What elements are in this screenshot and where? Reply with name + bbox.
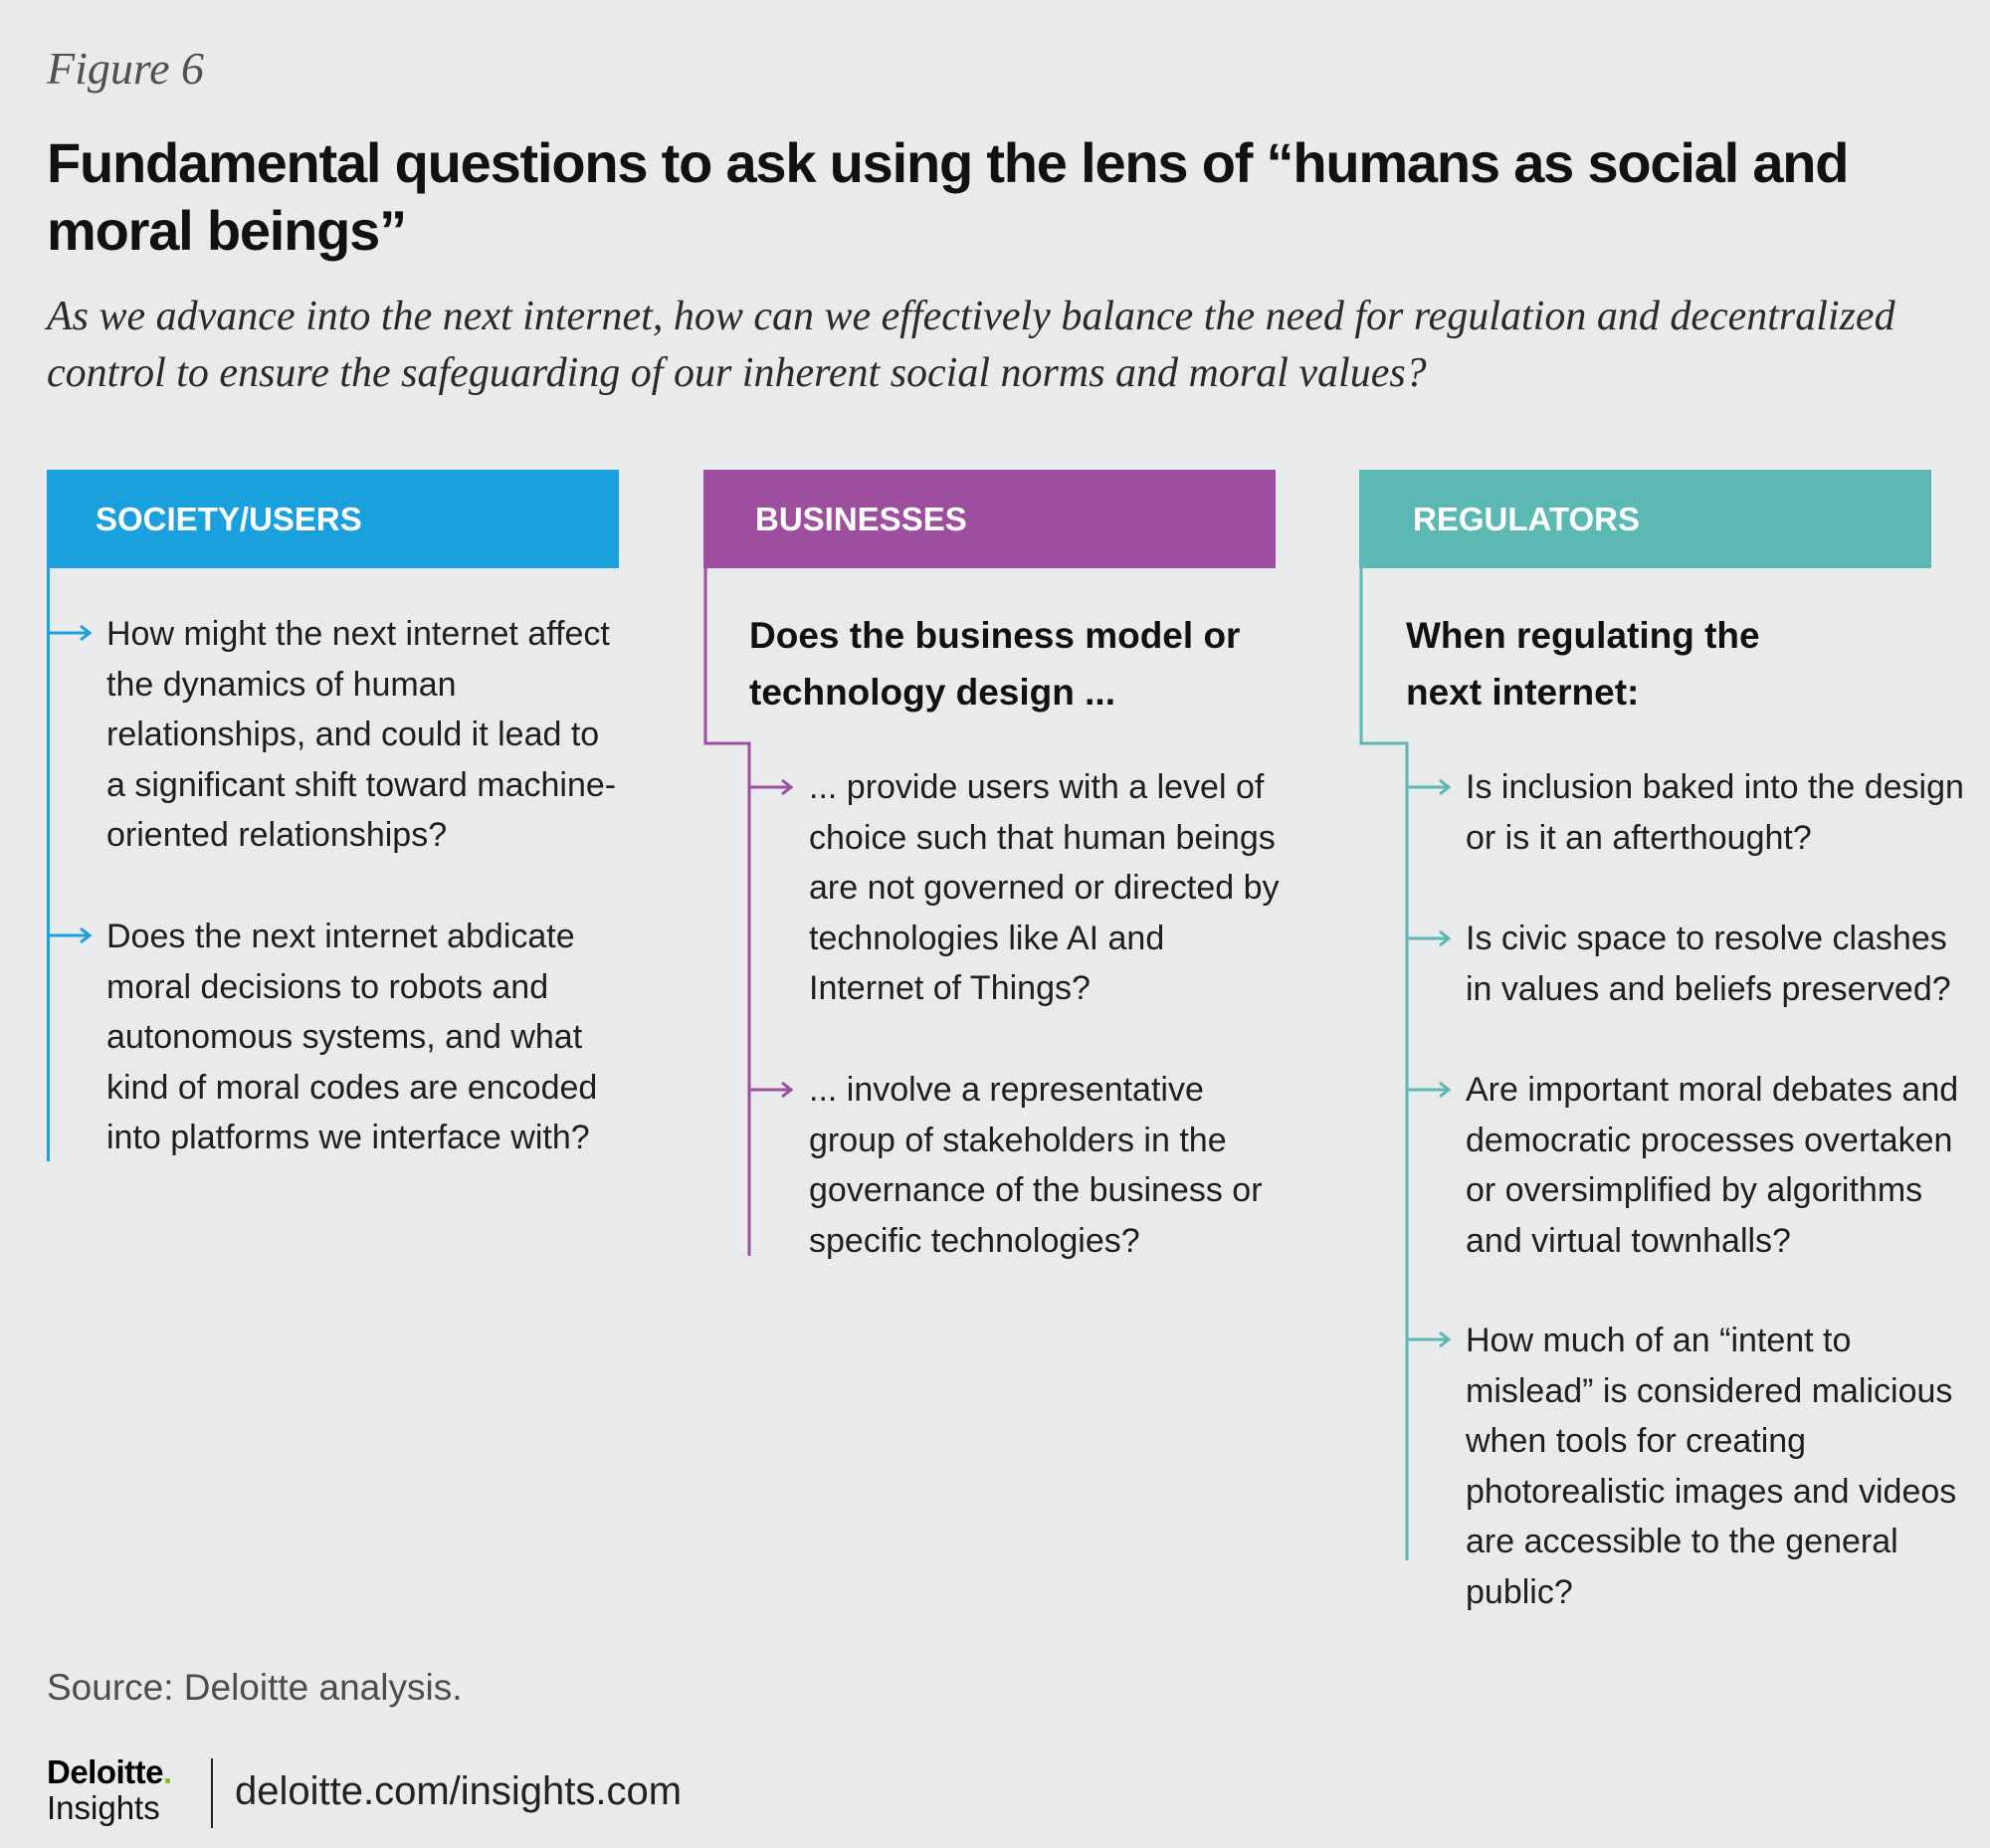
arrow-icon [749, 780, 791, 794]
regulators-question-1: Is inclusion baked into the design or is it an afterthought? [1466, 768, 1964, 857]
brand-name: Deloitte [47, 1753, 164, 1790]
arrow-icon [48, 928, 90, 942]
businesses-lead: Does the business model or technology design ... [749, 615, 1241, 713]
regulators-question-4: How much of an “intent to mislead” is considered malicious when tools for creating photorealistic images and videos are accessible to the general public? [1466, 1322, 1957, 1611]
arrow-icon [749, 1083, 791, 1097]
source-note: Source: Deloitte analysis. [47, 1667, 463, 1708]
society-question-2: Does the next internet abdicate moral decisions to robots and autonomous systems, and what kind of moral codes are encoded into platforms we interface with? [106, 918, 598, 1156]
businesses-question-2: ... involve a representative group of stakeholders in the governance of the business or specific technologies? [809, 1071, 1263, 1260]
deloitte-insights-logo [47, 1754, 172, 1826]
society-question-1: How might the next internet affect the dynamics of human relationships, and could it lead to a significant shift toward machine-oriented relationships? [106, 615, 617, 854]
arrow-icon [1407, 780, 1449, 794]
businesses-question-1: ... provide users with a level of choice such that human beings are not governed or directed by technologies like AI and Internet of Things? [809, 768, 1280, 1007]
figure-label: Figure 6 [47, 43, 204, 94]
regulators-question-3: Are important moral debates and democratic processes overtaken or oversimplified by algorithms and virtual townhalls? [1466, 1071, 1959, 1260]
businesses-header: BUSINESSES [703, 470, 1276, 568]
regulators-question-2: Is civic space to resolve clashes in values and beliefs preserved? [1466, 920, 1951, 1008]
arrow-icon [48, 626, 90, 640]
arrow-icon [1407, 1333, 1449, 1346]
regulators-lead: When regulating the next internet: [1406, 615, 1760, 713]
footer-url[interactable]: deloitte.com/insights.com [235, 1769, 683, 1813]
business-connector-line [705, 568, 749, 1256]
regulators-connector-line [1361, 568, 1407, 1560]
society-users-header: SOCIETY/USERS [47, 470, 619, 568]
regulators-header: REGULATORS [1359, 470, 1931, 568]
page-subtitle: As we advance into the next internet, how can we effectively balance the need for regulation and decentralized control to ensure the safeguarding of our inherent social norms and moral values? [47, 294, 1895, 396]
page-title: Fundamental questions to ask using the lens of “humans as social and moral beings” [47, 131, 1849, 262]
arrow-icon [1407, 1083, 1449, 1097]
arrow-icon [1407, 931, 1449, 945]
brand-sub: Insights [47, 1789, 160, 1826]
footer-divider [211, 1758, 213, 1828]
brand-dot: . [163, 1753, 172, 1790]
